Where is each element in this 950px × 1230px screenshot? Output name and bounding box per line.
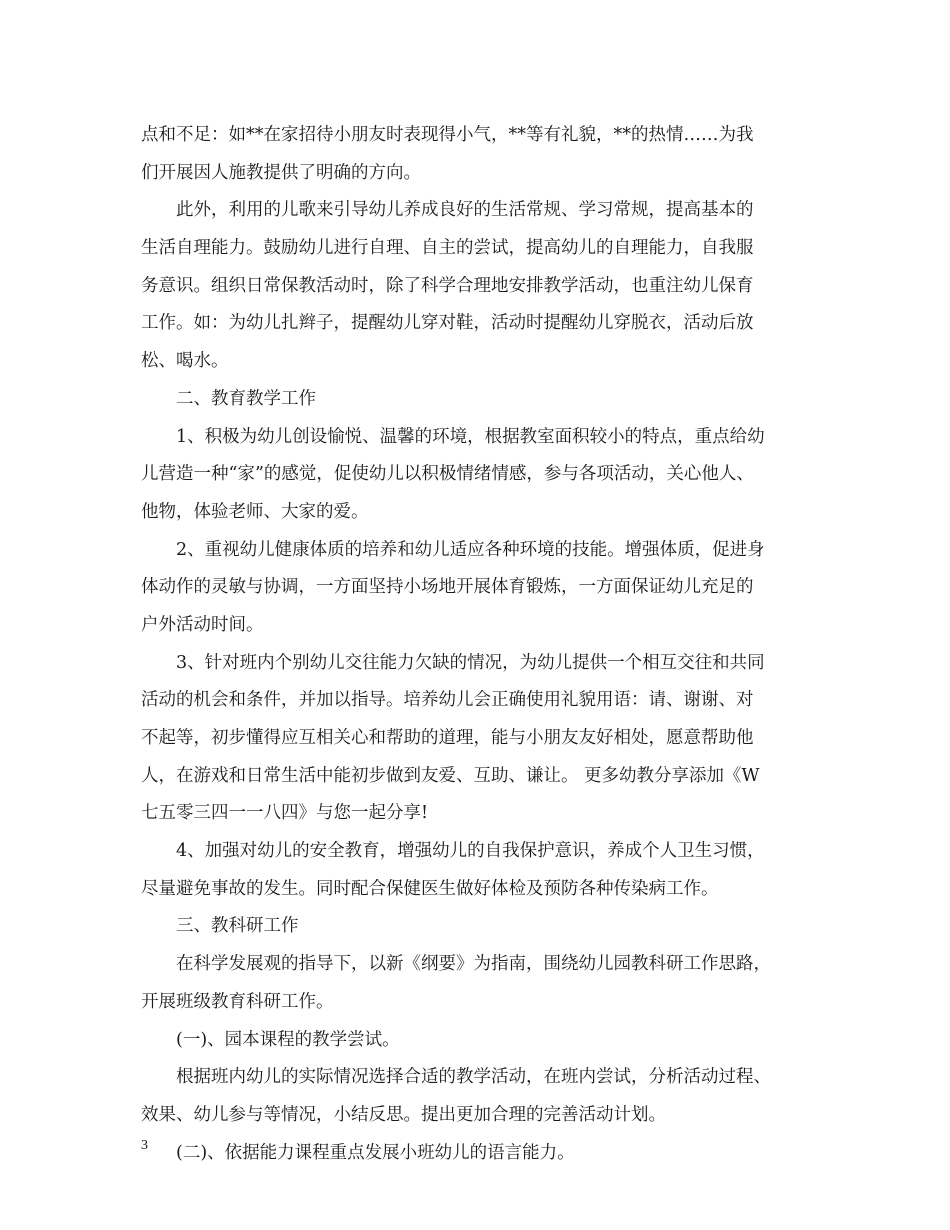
document-body: [141, 117, 806, 1172]
text-line: 点和不足：如**在家招待小朋友时表现得小气，**等有礼貌，**的热情……为我: [141, 125, 754, 145]
page-number: 3: [141, 1138, 148, 1153]
text-line: 4、加强对幼儿的安全教育，增强幼儿的自我保护意识，养成个人卫生习惯，: [176, 841, 765, 862]
text-line: 1、积极为幼儿创设愉悦、温馨的环境，根据教室面积较小的特点，重点给幼: [176, 426, 765, 447]
text-line: 人，在游戏和日常生活中能初步做到友爱、互助、谦让。 更多幼教分享添加《W: [141, 765, 760, 786]
text-line: 三、教科研工作: [176, 916, 299, 937]
text-line: 户外活动时间。: [141, 614, 264, 635]
text-line: 生活自理能力。鼓励幼儿进行自理、自主的尝试，提高幼儿的自理能力，自我服: [141, 238, 754, 259]
text-line: 效果、幼儿参与等情况，小结反思。提出更加合理的完善活动计划。: [141, 1104, 666, 1125]
text-line: 体动作的灵敏与协调，一方面坚持小场地开展体育锻炼，一方面保证幼儿充足的: [141, 577, 754, 598]
text-line: 儿营造一种“家”的感觉，促使幼儿以积极情绪情感，参与各项活动，关心他人、: [141, 464, 754, 485]
text-line: 们开展因人施教提供了明确的方向。: [141, 162, 421, 183]
text-line: 七五零三四一一八四》与您一起分享!: [141, 803, 429, 824]
text-line: 3、针对班内个别幼儿交往能力欠缺的情况，为幼儿提供一个相互交往和共同: [176, 652, 765, 673]
text-line: 务意识。组织日常保教活动时，除了科学合理地安排教学活动，也重注幼儿保育: [141, 275, 754, 296]
text-line: 工作。如：为幼儿扎辫子，提醒幼儿穿对鞋，活动时提醒幼儿穿脱衣，活动后放: [141, 313, 754, 334]
text-line: 此外，利用的儿歌来引导幼儿养成良好的生活常规、学习常规，提高基本的: [176, 200, 754, 221]
text-line: 不起等，初步懂得应互相关心和帮助的道理，能与小朋友友好相处，愿意帮助他: [141, 728, 754, 748]
text-line: 开展班级教育科研工作。: [141, 991, 334, 1012]
text-line: 松、喝水。: [141, 351, 229, 372]
text-line: (二)、依据能力课程重点发展小班幼儿的语言能力。: [176, 1142, 575, 1163]
text-line: 在科学发展观的指导下，以新《纲要》为指南，围绕幼儿园教科研工作思路，: [176, 954, 771, 975]
text-line: 他物，体验老师、大家的爱。: [141, 501, 369, 522]
text-line: 尽量避免事故的发生。同时配合保健医生做好体检及预防各种传染病工作。: [141, 878, 719, 899]
text-line: 二、教育教学工作: [176, 388, 316, 409]
text-line: 根据班内幼儿的实际情况选择合适的教学活动，在班内尝试，分析活动过程、: [176, 1067, 771, 1088]
text-line: 活动的机会和条件，并加以指导。培养幼儿会正确使用礼貌用语：请、谢谢、对: [141, 690, 754, 711]
text-line: 2、重视幼儿健康体质的培养和幼儿适应各种环境的技能。增强体质，促进身: [176, 539, 765, 560]
text-line: (一)、园本课程的教学尝试。: [176, 1029, 400, 1050]
